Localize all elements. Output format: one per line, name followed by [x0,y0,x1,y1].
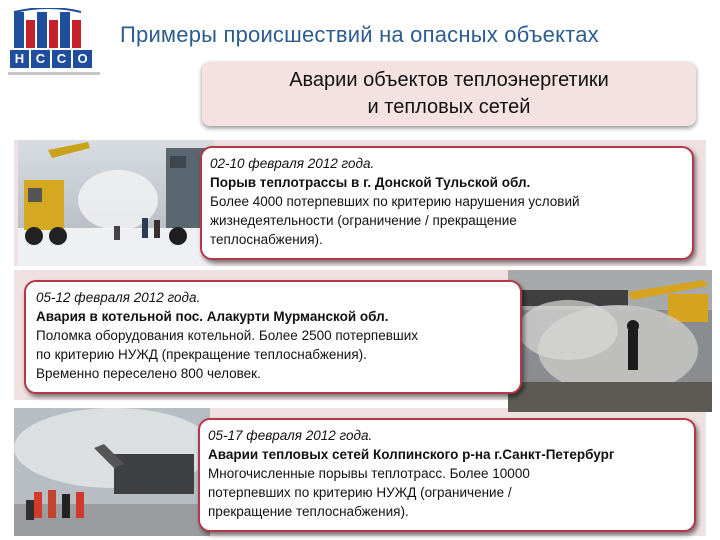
incident-text-line: Многочисленные порывы теплотрасс. Более 10000 [208,466,530,481]
incident-card-3 [198,418,696,532]
subtitle-line-1: Аварии объектов теплоэнергетики [289,69,609,91]
incident-date: 05-17 февраля 2012 года. [208,428,373,443]
logo-caption-strip [8,72,100,75]
subtitle-line-2: и тепловых сетей [367,96,531,118]
incident-text-line: теплоснабжения). [210,232,323,247]
incident-headline: Порыв теплотрассы в г. Донской Тульской обл. [210,175,531,190]
incident-text-line: Временно переселено 800 человек. [36,366,261,381]
incident-photo-2 [508,270,712,412]
section-subtitle-box [202,62,696,126]
incident-date: 05-12 февраля 2012 года. [36,290,201,305]
incident-date: 02-10 февраля 2012 года. [210,156,375,171]
incident-headline: Авария в котельной пос. Алакурти Мурманской обл. [36,309,389,324]
incident-headline: Аварии тепловых сетей Колпинского р-на г.Санкт-Петербург [208,447,615,462]
logo-letters [10,50,92,68]
incident-text-line: по критерию НУЖД (прекращение теплоснабжения). [36,347,367,362]
incident-text-line: потерпевших по критерию НУЖД (ограничение / [208,485,512,500]
logo-letter: С [31,50,50,68]
incident-photo-1 [18,140,214,266]
incident-photo-3 [14,408,210,536]
logo-letter: О [73,50,92,68]
incident-text-line: жизнедеятельности (ограничение / прекращение [210,213,517,228]
incident-card-1 [200,146,694,260]
incident-text-line: Поломка оборудования котельной. Более 2500 потерпевших [36,328,419,343]
page-title: Примеры происшествий на опасных объектах [120,22,599,47]
incident-text-line: Более 4000 потерпевших по критерию нарушения условий [210,194,580,209]
nsso-logo [6,8,98,80]
incident-card-2 [24,280,522,394]
logo-letter: Н [10,50,29,68]
incident-text-line: прекращение теплоснабжения). [208,504,409,519]
logo-emblem-icon [14,8,84,48]
logo-letter: С [52,50,71,68]
